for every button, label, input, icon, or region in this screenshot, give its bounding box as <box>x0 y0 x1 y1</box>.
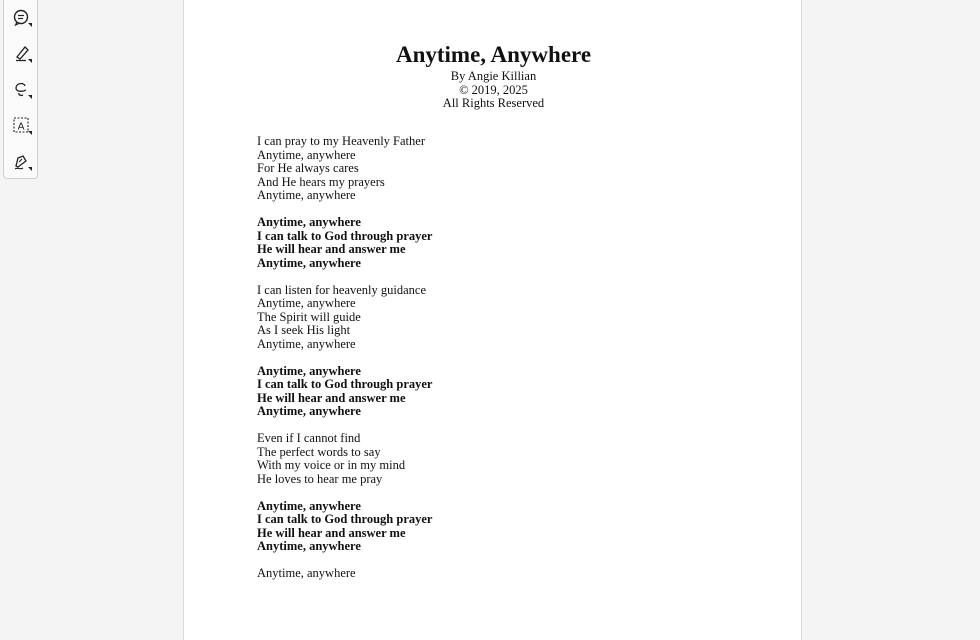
rights-line: All Rights Reserved <box>442 96 545 110</box>
lyric-line: He will hear and answer me <box>257 242 406 256</box>
lyric-line: Anytime, anywhere <box>257 363 361 378</box>
lyric-line: He will hear and answer me <box>257 525 406 540</box>
lyric-line: Anytime, anywhere <box>257 188 356 202</box>
annotation-toolbar <box>3 0 38 179</box>
lyric-line: Anytime, anywhere <box>257 215 361 229</box>
signature-button[interactable] <box>4 145 39 179</box>
bridge <box>257 432 432 486</box>
lyric-line: And He hears my prayers <box>257 174 385 189</box>
highlight-button[interactable] <box>4 37 39 71</box>
lyric-line: I can talk to God through prayer <box>257 377 433 391</box>
lasso-icon <box>12 80 32 100</box>
song-title: Anytime, Anywhere <box>395 42 592 67</box>
lyric-line: Anytime, anywhere <box>257 296 356 310</box>
highlighter-icon <box>12 44 32 64</box>
lyric-line: The perfect words to say <box>257 444 381 459</box>
chorus-3 <box>257 500 432 554</box>
lyric-line: Anytime, anywhere <box>257 147 356 162</box>
chorus-1 <box>257 216 432 270</box>
lyrics-body <box>257 135 432 594</box>
freehand-button[interactable] <box>4 73 39 107</box>
lyric-line: The Spirit will guide <box>257 309 361 324</box>
lyric-line: Even if I cannot find <box>257 431 361 445</box>
verse-1 <box>257 135 432 203</box>
lyric-line: He will hear and answer me <box>257 390 406 405</box>
lyric-line: I can pray to my Heavenly Father <box>257 134 425 148</box>
lyric-line: Anytime, anywhere <box>257 498 361 513</box>
text-box-button[interactable] <box>4 109 39 143</box>
lyric-line: Anytime, anywhere <box>257 404 361 418</box>
lyric-line: For He always cares <box>257 161 359 175</box>
chorus-2 <box>257 365 432 419</box>
lyric-line: As I seek His light <box>257 323 351 337</box>
lyric-line: He loves to hear me pray <box>257 471 383 486</box>
lyric-line: I can listen for heavenly guidance <box>257 282 427 297</box>
lyric-line: Anytime, anywhere <box>257 336 356 351</box>
verse-2 <box>257 284 432 352</box>
lyric-line: Anytime, anywhere <box>257 566 356 580</box>
comment-button[interactable] <box>4 1 39 35</box>
lyric-line: With my voice or in my mind <box>257 458 406 472</box>
copyright-line: © 2019, 2025 <box>459 82 528 97</box>
comment-icon <box>12 8 32 28</box>
signature-pen-icon <box>12 152 32 172</box>
lyric-line: I can talk to God through prayer <box>257 228 433 243</box>
text-box-icon <box>12 116 32 136</box>
author-line: By Angie Killian <box>450 69 537 83</box>
document-page <box>183 0 802 640</box>
lyric-line: Anytime, anywhere <box>257 539 361 553</box>
outro <box>257 567 432 581</box>
lyric-line: Anytime, anywhere <box>257 255 361 270</box>
svg-text:A: A <box>17 121 25 133</box>
lyric-line: I can talk to God through prayer <box>257 512 433 526</box>
document-header <box>184 40 803 111</box>
